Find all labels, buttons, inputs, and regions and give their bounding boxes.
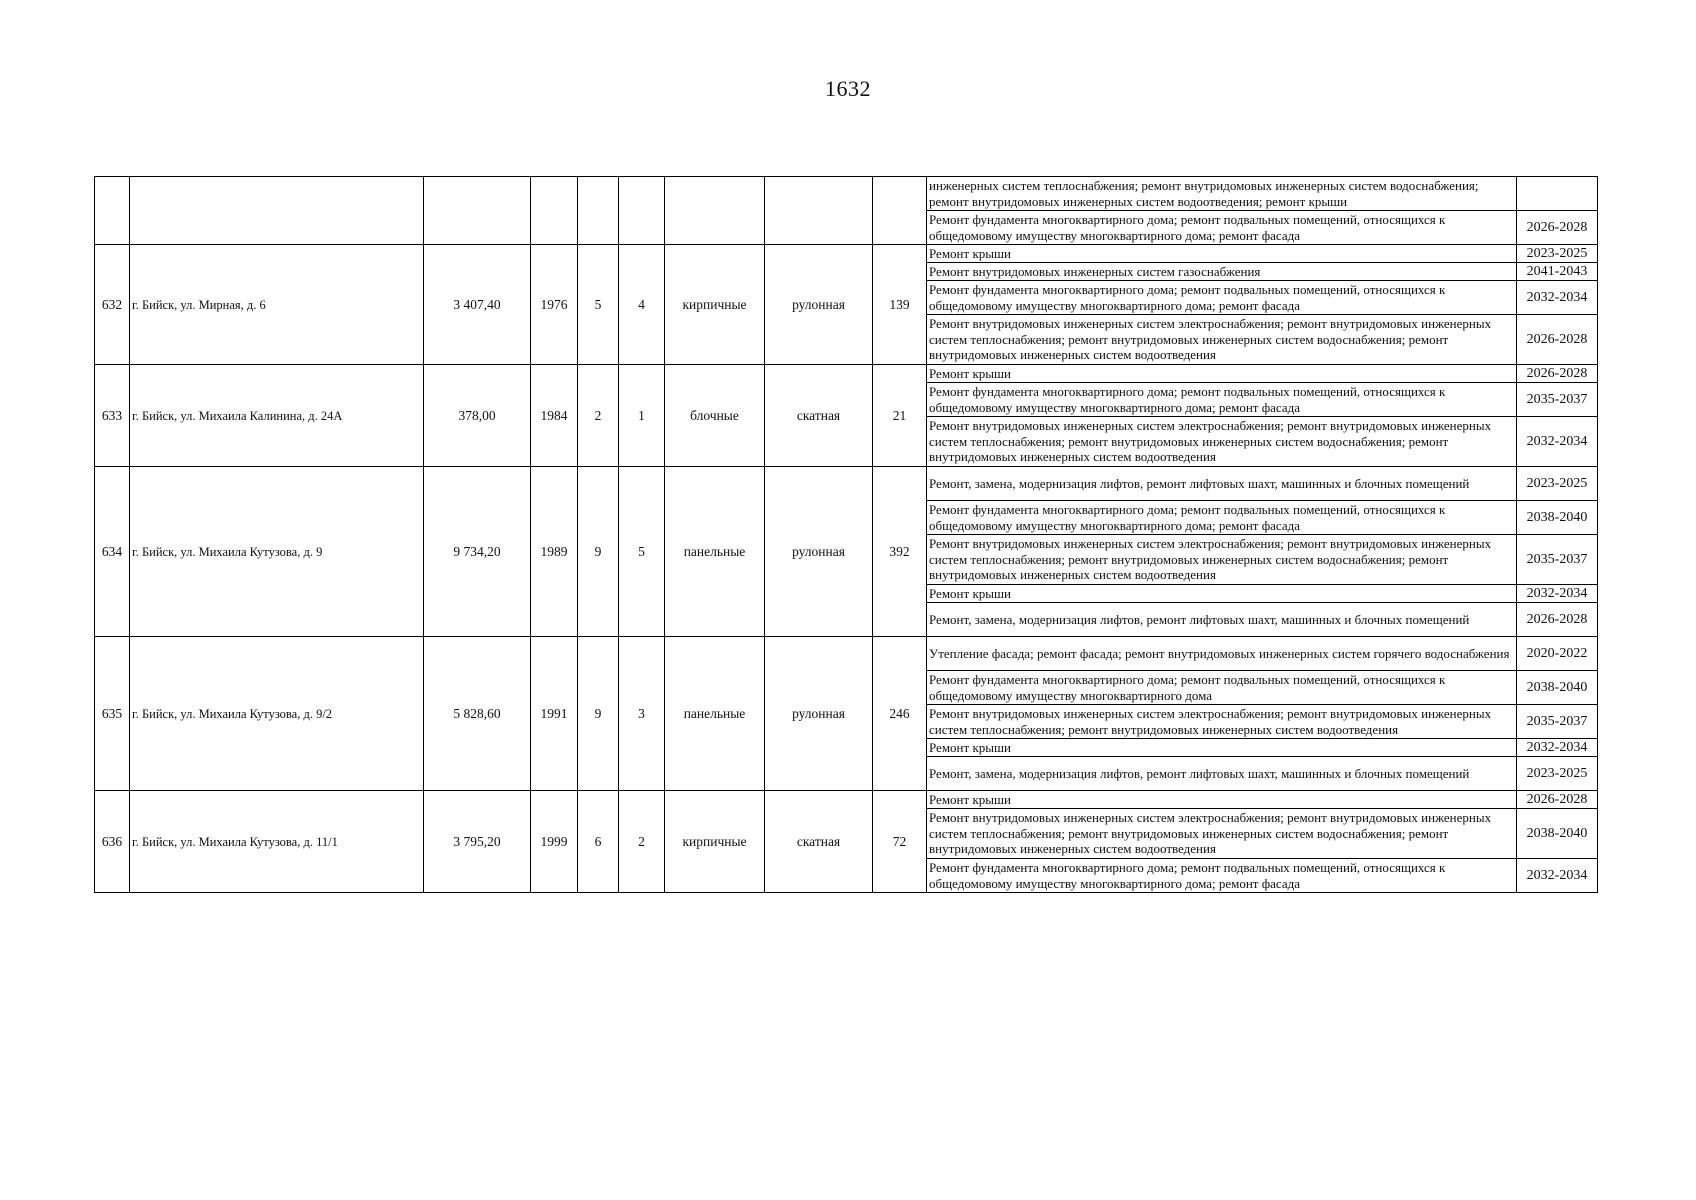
work-description: Ремонт фундамента многоквартирного дома; ремонт подвальных помещений, относящихся к общедомовому имуществу многоквартирного дома; ремонт фасада [927, 859, 1517, 893]
floor-count: 2 [578, 365, 619, 467]
wall-material: панельные [665, 637, 765, 791]
work-description: Ремонт внутридомовых инженерных систем электроснабжения; ремонт внутридомовых инженерных систем теплоснабжения; ремонт внутридомовых инженерных систем водоснабжения; ремонт внутридомовых инженерных систем водоотведения [927, 809, 1517, 859]
work-period: 2035-2037 [1517, 383, 1598, 417]
row-number: 633 [95, 365, 130, 467]
work-description: Ремонт внутридомовых инженерных систем электроснабжения; ремонт внутридомовых инженерных систем теплоснабжения; ремонт внутридомовых инженерных систем водоснабжения; ремонт внутридомовых инженерных систем водоотведения [927, 417, 1517, 467]
wall-material: блочные [665, 365, 765, 467]
empty-cell [765, 177, 873, 245]
wall-material: кирпичные [665, 245, 765, 365]
work-description: Ремонт внутридомовых инженерных систем электроснабжения; ремонт внутридомовых инженерных систем теплоснабжения; ремонт внутридомовых инженерных систем водоснабжения; ремонт внутридомовых инженерных систем водоотведения [927, 535, 1517, 585]
work-period: 2023-2025 [1517, 467, 1598, 501]
building-address: г. Бийск, ул. Михаила Кутузова, д. 11/1 [130, 791, 424, 893]
row-number: 636 [95, 791, 130, 893]
repair-schedule-table [94, 176, 1598, 893]
empty-cell [873, 177, 927, 245]
table-row [95, 467, 1598, 501]
construction-year: 1999 [531, 791, 578, 893]
building-address: г. Бийск, ул. Михаила Кутузова, д. 9/2 [130, 637, 424, 791]
work-period: 2026-2028 [1517, 365, 1598, 383]
roof-type: рулонная [765, 637, 873, 791]
page-number: 1632 [825, 76, 871, 101]
work-description: Ремонт внутридомовых инженерных систем электроснабжения; ремонт внутридомовых инженерных систем теплоснабжения; ремонт внутридомовых инженерных систем водоснабжения; ремонт внутридомовых инженерных систем водоотведения [927, 315, 1517, 365]
work-period: 2032-2034 [1517, 859, 1598, 893]
entrance-count: 4 [619, 245, 665, 365]
resident-count: 246 [873, 637, 927, 791]
work-period [1517, 177, 1598, 211]
continuation-row [95, 177, 1598, 211]
work-period: 2035-2037 [1517, 535, 1598, 585]
work-period: 2026-2028 [1517, 315, 1598, 365]
entrance-count: 1 [619, 365, 665, 467]
roof-type: скатная [765, 365, 873, 467]
row-number: 634 [95, 467, 130, 637]
work-description: Ремонт крыши [927, 365, 1517, 383]
work-description: Утепление фасада; ремонт фасада; ремонт внутридомовых инженерных систем горячего водоснабжения [927, 637, 1517, 671]
work-period: 2032-2034 [1517, 281, 1598, 315]
work-description: Ремонт фундамента многоквартирного дома; ремонт подвальных помещений, относящихся к общедомовому имуществу многоквартирного дома; ремонт фасада [927, 281, 1517, 315]
building-area: 5 828,60 [424, 637, 531, 791]
work-description: Ремонт крыши [927, 245, 1517, 263]
work-period: 2035-2037 [1517, 705, 1598, 739]
work-period: 2038-2040 [1517, 809, 1598, 859]
work-period: 2038-2040 [1517, 501, 1598, 535]
empty-cell [619, 177, 665, 245]
resident-count: 392 [873, 467, 927, 637]
floor-count: 6 [578, 791, 619, 893]
floor-count: 9 [578, 467, 619, 637]
empty-cell [95, 177, 130, 245]
work-description: Ремонт, замена, модернизация лифтов, ремонт лифтовых шахт, машинных и блочных помещений [927, 603, 1517, 637]
table-row [95, 791, 1598, 809]
building-area: 3 407,40 [424, 245, 531, 365]
table-row [95, 365, 1598, 383]
work-description: Ремонт внутридомовых инженерных систем газоснабжения [927, 263, 1517, 281]
building-address: г. Бийск, ул. Михаила Кутузова, д. 9 [130, 467, 424, 637]
work-period: 2023-2025 [1517, 757, 1598, 791]
row-number: 632 [95, 245, 130, 365]
work-description: инженерных систем теплоснабжения; ремонт внутридомовых инженерных систем водоснабжения; ремонт внутридомовых инженерных систем водоотведения; ремонт крыши [927, 177, 1517, 211]
floor-count: 5 [578, 245, 619, 365]
work-period: 2026-2028 [1517, 791, 1598, 809]
resident-count: 139 [873, 245, 927, 365]
roof-type: рулонная [765, 467, 873, 637]
work-description: Ремонт крыши [927, 739, 1517, 757]
work-description: Ремонт фундамента многоквартирного дома; ремонт подвальных помещений, относящихся к общедомовому имуществу многоквартирного дома; ремонт фасада [927, 211, 1517, 245]
wall-material: панельные [665, 467, 765, 637]
work-period: 2032-2034 [1517, 739, 1598, 757]
empty-cell [130, 177, 424, 245]
construction-year: 1989 [531, 467, 578, 637]
building-area: 3 795,20 [424, 791, 531, 893]
work-period: 2026-2028 [1517, 603, 1598, 637]
work-period: 2026-2028 [1517, 211, 1598, 245]
building-address: г. Бийск, ул. Мирная, д. 6 [130, 245, 424, 365]
roof-type: скатная [765, 791, 873, 893]
construction-year: 1991 [531, 637, 578, 791]
floor-count: 9 [578, 637, 619, 791]
entrance-count: 3 [619, 637, 665, 791]
row-number: 635 [95, 637, 130, 791]
table-row [95, 245, 1598, 263]
empty-cell [531, 177, 578, 245]
work-description: Ремонт фундамента многоквартирного дома; ремонт подвальных помещений, относящихся к общедомовому имуществу многоквартирного дома; ремонт фасада [927, 501, 1517, 535]
work-description: Ремонт крыши [927, 791, 1517, 809]
work-description: Ремонт фундамента многоквартирного дома; ремонт подвальных помещений, относящихся к общедомовому имуществу многоквартирного дома [927, 671, 1517, 705]
roof-type: рулонная [765, 245, 873, 365]
work-description: Ремонт, замена, модернизация лифтов, ремонт лифтовых шахт, машинных и блочных помещений [927, 757, 1517, 791]
construction-year: 1984 [531, 365, 578, 467]
building-area: 9 734,20 [424, 467, 531, 637]
work-description: Ремонт фундамента многоквартирного дома; ремонт подвальных помещений, относящихся к общедомовому имуществу многоквартирного дома; ремонт фасада [927, 383, 1517, 417]
table-row [95, 637, 1598, 671]
work-description: Ремонт крыши [927, 585, 1517, 603]
work-period: 2020-2022 [1517, 637, 1598, 671]
work-description: Ремонт, замена, модернизация лифтов, ремонт лифтовых шахт, машинных и блочных помещений [927, 467, 1517, 501]
empty-cell [578, 177, 619, 245]
empty-cell [424, 177, 531, 245]
work-period: 2041-2043 [1517, 263, 1598, 281]
entrance-count: 2 [619, 791, 665, 893]
work-period: 2032-2034 [1517, 585, 1598, 603]
construction-year: 1976 [531, 245, 578, 365]
work-period: 2038-2040 [1517, 671, 1598, 705]
resident-count: 72 [873, 791, 927, 893]
entrance-count: 5 [619, 467, 665, 637]
work-period: 2023-2025 [1517, 245, 1598, 263]
work-description: Ремонт внутридомовых инженерных систем электроснабжения; ремонт внутридомовых инженерных систем теплоснабжения; ремонт внутридомовых инженерных систем водоотведения [927, 705, 1517, 739]
building-address: г. Бийск, ул. Михаила Калинина, д. 24А [130, 365, 424, 467]
wall-material: кирпичные [665, 791, 765, 893]
resident-count: 21 [873, 365, 927, 467]
work-period: 2032-2034 [1517, 417, 1598, 467]
building-area: 378,00 [424, 365, 531, 467]
empty-cell [665, 177, 765, 245]
